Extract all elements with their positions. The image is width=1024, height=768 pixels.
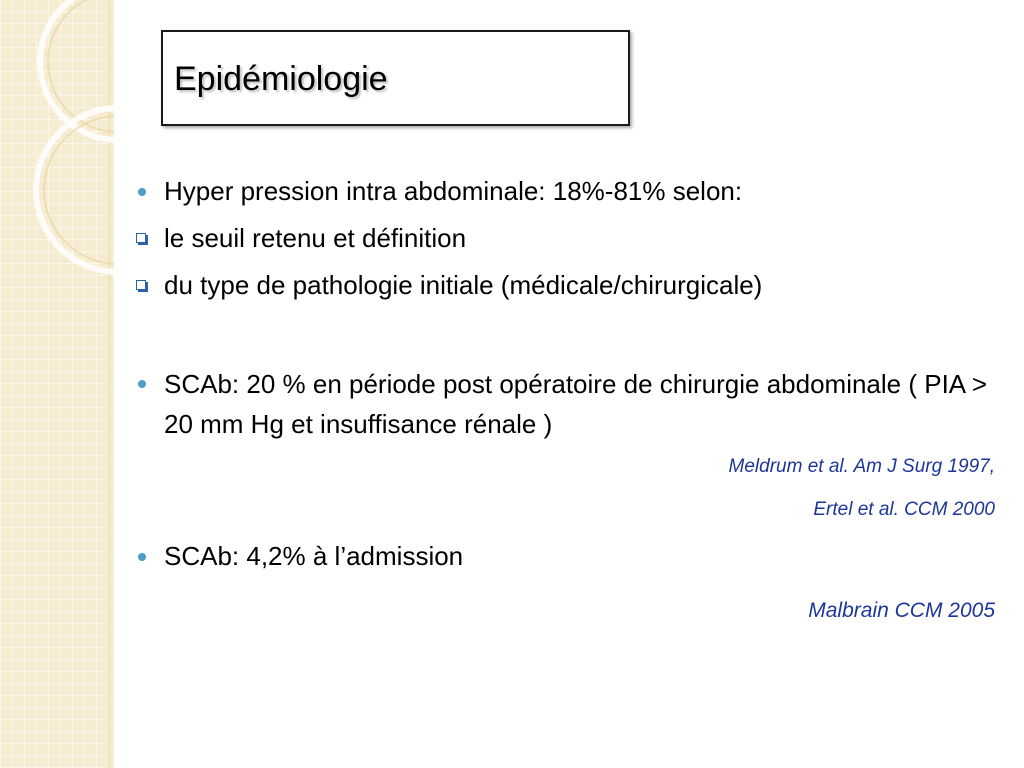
bullet-text-1: Hyper pression intra abdominale: 18%-81% selon: xyxy=(164,176,743,206)
decorative-rings xyxy=(0,0,114,768)
page-title: Epidémiologie xyxy=(174,60,388,98)
sub-bullet-text-1: le seuil retenu et définition xyxy=(164,223,467,253)
sub-bullet-item-1 xyxy=(130,215,995,262)
sub-bullet-text-2: du type de pathologie initiale (médicale/chirurgicale) xyxy=(164,270,763,300)
reference-2: Ertel et al. CCM 2000 xyxy=(813,499,995,520)
square-bullet-icon xyxy=(136,233,146,243)
title-box xyxy=(161,30,630,126)
bullet-item-2 xyxy=(130,361,995,448)
bullet-text-2: SCAb: 20 % en période post opératoire de chirurgie abdominale ( PIA > 20 mm Hg et insuffisance rénale ) xyxy=(164,369,988,439)
spacer xyxy=(130,309,995,361)
square-bullet-icon xyxy=(136,280,146,290)
sub-bullet-item-2 xyxy=(130,262,995,309)
bullet-dot-icon xyxy=(138,553,146,561)
bullet-text-3: SCAb: 4,2% à l’admission xyxy=(164,541,464,571)
bullet-dot-icon xyxy=(138,188,146,196)
bullet-item-1 xyxy=(130,168,995,215)
slide-content xyxy=(130,168,995,622)
bullet-dot-icon xyxy=(138,380,146,388)
reference-3: Malbrain CCM 2005 xyxy=(808,599,995,622)
bullet-item-3 xyxy=(130,533,995,580)
reference-1: Meldrum et al. Am J Surg 1997, xyxy=(728,456,995,477)
